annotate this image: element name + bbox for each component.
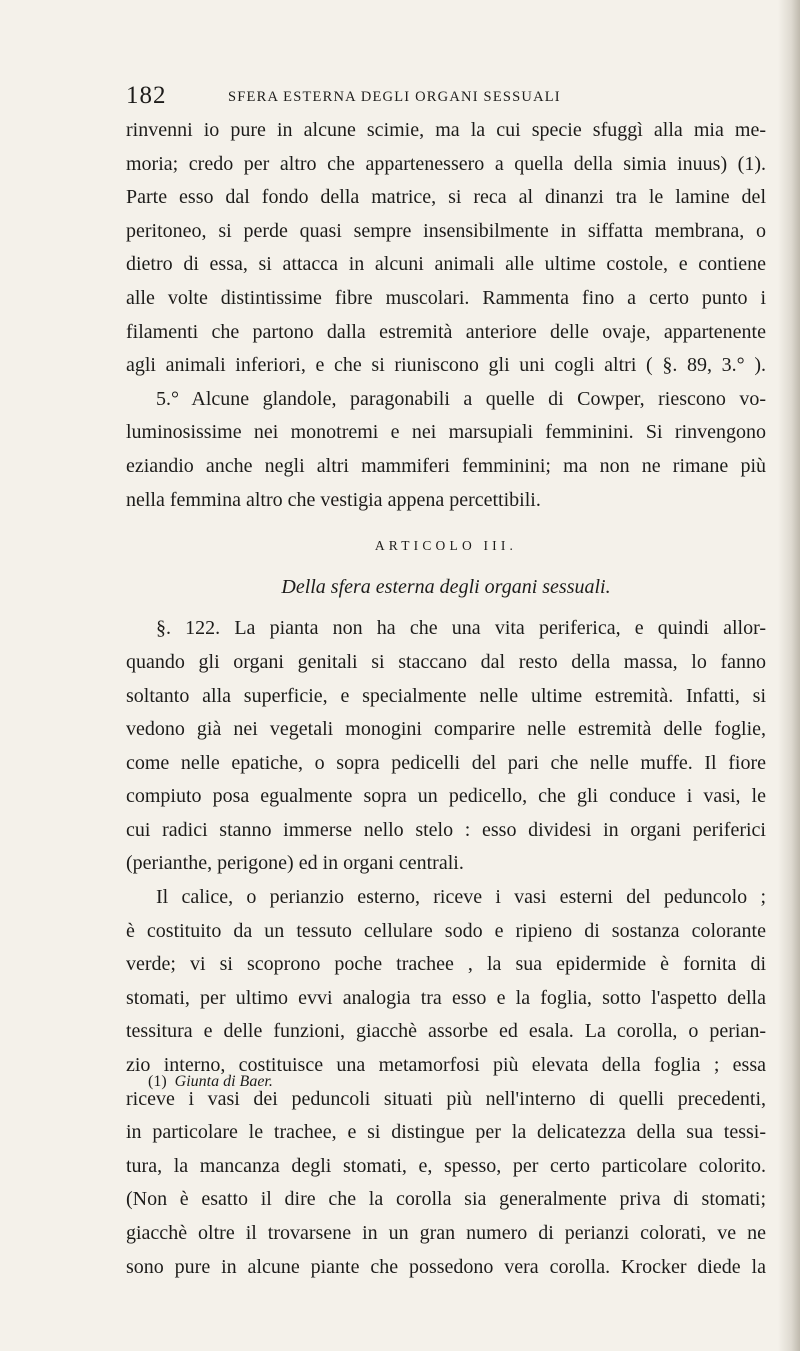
text-line: soltanto alla superficie, e specialmente nelle ultime estremità. Infatti, si <box>126 684 766 707</box>
text-line: alle volte distintissime fibre muscolari. Rammenta fino a certo punto i <box>126 286 766 309</box>
text-line: nella femmina altro che vestigia appena percettibili. <box>126 488 541 511</box>
text-line: sono pure in alcune piante che possedono vera corolla. Krocker diede la <box>126 1255 766 1278</box>
text-line: è costituito da un tessuto cellulare sodo e ripieno di sostanza colorante <box>126 919 766 942</box>
text-line: (Non è esatto il dire che la corolla sia generalmente priva di stomati; <box>126 1188 766 1211</box>
text-line: riceve i vasi dei peduncoli situati più nell'interno di quelli precedenti, <box>126 1087 766 1110</box>
text-line: eziandio anche negli altri mammiferi femminini; ma non ne rimane più <box>126 454 766 477</box>
text-line: compiuto posa egualmente sopra un pedicello, che gli conduce i vasi, le <box>126 785 766 808</box>
footnote-text: Giunta di Baer. <box>174 1073 273 1090</box>
text-line: zio interno, costituisce una metamorfosi più elevata della foglia ; essa <box>126 1054 766 1077</box>
text-line: agli animali inferiori, e che si riuniscono gli uni cogli altri ( §. 89, 3.° ). <box>126 354 766 377</box>
text-line: stomati, per ultimo evvi analogia tra esso e la foglia, sotto l'aspetto della <box>126 986 766 1009</box>
text-line: quando gli organi genitali si staccano dal resto della massa, lo fanno <box>126 650 766 673</box>
text-line: dietro di essa, si attacca in alcuni animali alle ultime costole, e contiene <box>126 253 766 276</box>
footnote <box>148 1073 273 1091</box>
text-line: in particolare le trachee, e si distingue per la delicatezza della sua tessi- <box>126 1121 766 1144</box>
text-line: rinvenni io pure in alcune scimie, ma la cui specie sfuggì alla mia me- <box>126 119 766 141</box>
body-text <box>126 114 766 1284</box>
article-heading: ARTICOLO III. <box>374 538 518 554</box>
article-title: Della sfera esterna degli organi sessuali. <box>281 575 611 598</box>
text-line: Parte esso dal fondo della matrice, si reca al dinanzi tra le lamine del <box>126 186 766 209</box>
text-line: moria; credo per altro che appartenessero a quella della simia inuus) (1). <box>126 152 766 175</box>
running-head: SFERA ESTERNA DEGLI ORGANI SESSUALI <box>228 89 561 105</box>
text-line: peritoneo, si perde quasi sempre insensibilmente in siffatta membrana, o <box>126 219 766 242</box>
text-line: luminosissime nei monotremi e nei marsupiali femminini. Si rinvengono <box>126 421 766 444</box>
text-line: tura, la mancanza degli stomati, e, spesso, per certo particolare colorito. <box>126 1154 766 1177</box>
text-line: (perianthe, perigone) ed in organi centrali. <box>126 852 464 875</box>
text-line: verde; vi si scoprono poche trachee , la sua epidermide è fornita di <box>126 953 766 976</box>
text-line: 5.° Alcune glandole, paragonabili a quelle di Cowper, riescono vo- <box>156 387 766 410</box>
footnote-marker: (1) <box>148 1073 167 1090</box>
text-line: filamenti che partono dalla estremità anteriore delle ovaje, appartenente <box>126 320 766 343</box>
page-edge-shadow <box>778 0 800 1351</box>
text-line: tessitura e delle funzioni, giacchè assorbe ed esala. La corolla, o perian- <box>126 1020 766 1043</box>
text-line: come nelle epatiche, o sopra pedicelli del pari che nelle muffe. Il fiore <box>126 751 766 774</box>
page-number: 182 <box>126 82 167 109</box>
page-header <box>126 82 686 112</box>
text-line: vedono già nei vegetali monogini comparire nelle estremità delle foglie, <box>126 718 766 741</box>
text-line: Il calice, o perianzio esterno, riceve i vasi esterni del peduncolo ; <box>156 886 766 909</box>
text-line: §. 122. La pianta non ha che una vita periferica, e quindi allor- <box>156 617 766 640</box>
text-line: giacchè oltre il trovarsene in un gran numero di perianzi colorati, ve ne <box>126 1222 766 1244</box>
text-line: cui radici stanno immerse nello stelo : esso dividesi in organi periferici <box>126 818 766 841</box>
